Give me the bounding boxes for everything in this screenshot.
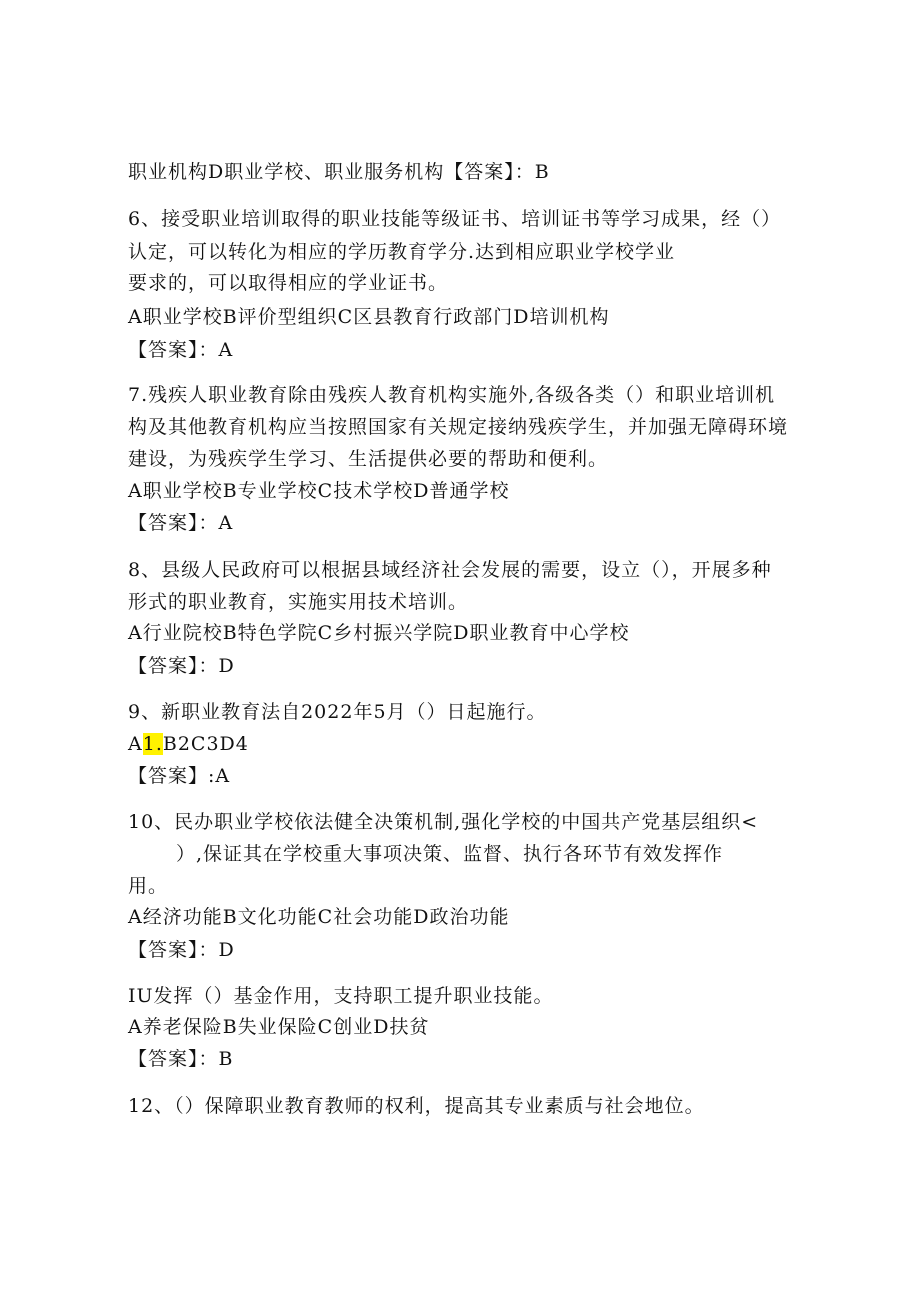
q6-answer: 【答案】：A [128,339,234,361]
q6-text-line2: 认定，可以转化为相应的学历教育学分.达到相应职业学校学业 [128,241,676,263]
q7-text-line3: 建设，为残疾学生学习、生活提供必要的帮助和便利。 [128,448,609,470]
q8-answer: 【答案】：D [128,655,235,677]
q11-answer: 【答案】：B [128,1048,234,1070]
q7-text-line2: 构及其他教育机构应当按照国家有关规定接纳残疾学生，并加强无障碍环境 [128,416,789,438]
q7-text-line1: 7.残疾人职业教育除由残疾人教育机构实施外,各级各类（）和职业培训机 [128,384,776,406]
q11-options: A养老保险B失业保险C创业D扶贫 [128,1016,430,1038]
q11-text-line1: IU发挥（）基金作用，支持职工提升职业技能。 [128,985,554,1007]
q6-text-line3: 要求的，可以取得相应的学业证书。 [128,272,449,294]
q10-answer: 【答案】：D [128,939,235,961]
q10-text-line2: ）,保证其在学校重大事项决策、监督、执行各环节有效发挥作 [176,843,724,865]
q8-text-line1: 8、县级人民政府可以根据县域经济社会发展的需要，设立（），开展多种 [128,559,772,581]
q5-options-answer-line: 职业机构D职业学校、职业服务机构【答案】：B [128,161,550,183]
q7-options: A职业学校B专业学校C技术学校D普通学校 [128,480,510,502]
q6-text-line1: 6、接受职业培训取得的职业技能等级证书、培训证书等学习成果，经（） [128,208,782,230]
q9-options [128,732,249,756]
q9-options-suffix: B2C3D4 [162,733,249,755]
q9-options-highlight: 1. [142,733,163,755]
q8-options: A行业院校B特色学院C乡村振兴学院D职业教育中心学校 [128,622,630,644]
q10-text-line1: 10、民办职业学校依法健全决策机制,强化学校的中国共产党基层组织< [128,811,759,833]
q10-options: A经济功能B文化功能C社会功能D政治功能 [128,906,510,928]
q9-options-prefix: A [128,733,143,755]
q8-text-line2: 形式的职业教育，实施实用技术培训。 [128,591,469,613]
q12-text-line1: 12、（）保障职业教育教师的权利，提高其专业素质与社会地位。 [128,1095,705,1117]
q9-answer: 【答案】:A [128,765,231,787]
q6-options: A职业学校B评价型组织C区县教育行政部门D培训机构 [128,306,610,328]
q9-text-line1: 9、新职业教育法自2022年5月（）日起施行。 [128,701,547,723]
q7-answer: 【答案】：A [128,512,234,534]
q10-text-line3: 用。 [128,875,169,897]
